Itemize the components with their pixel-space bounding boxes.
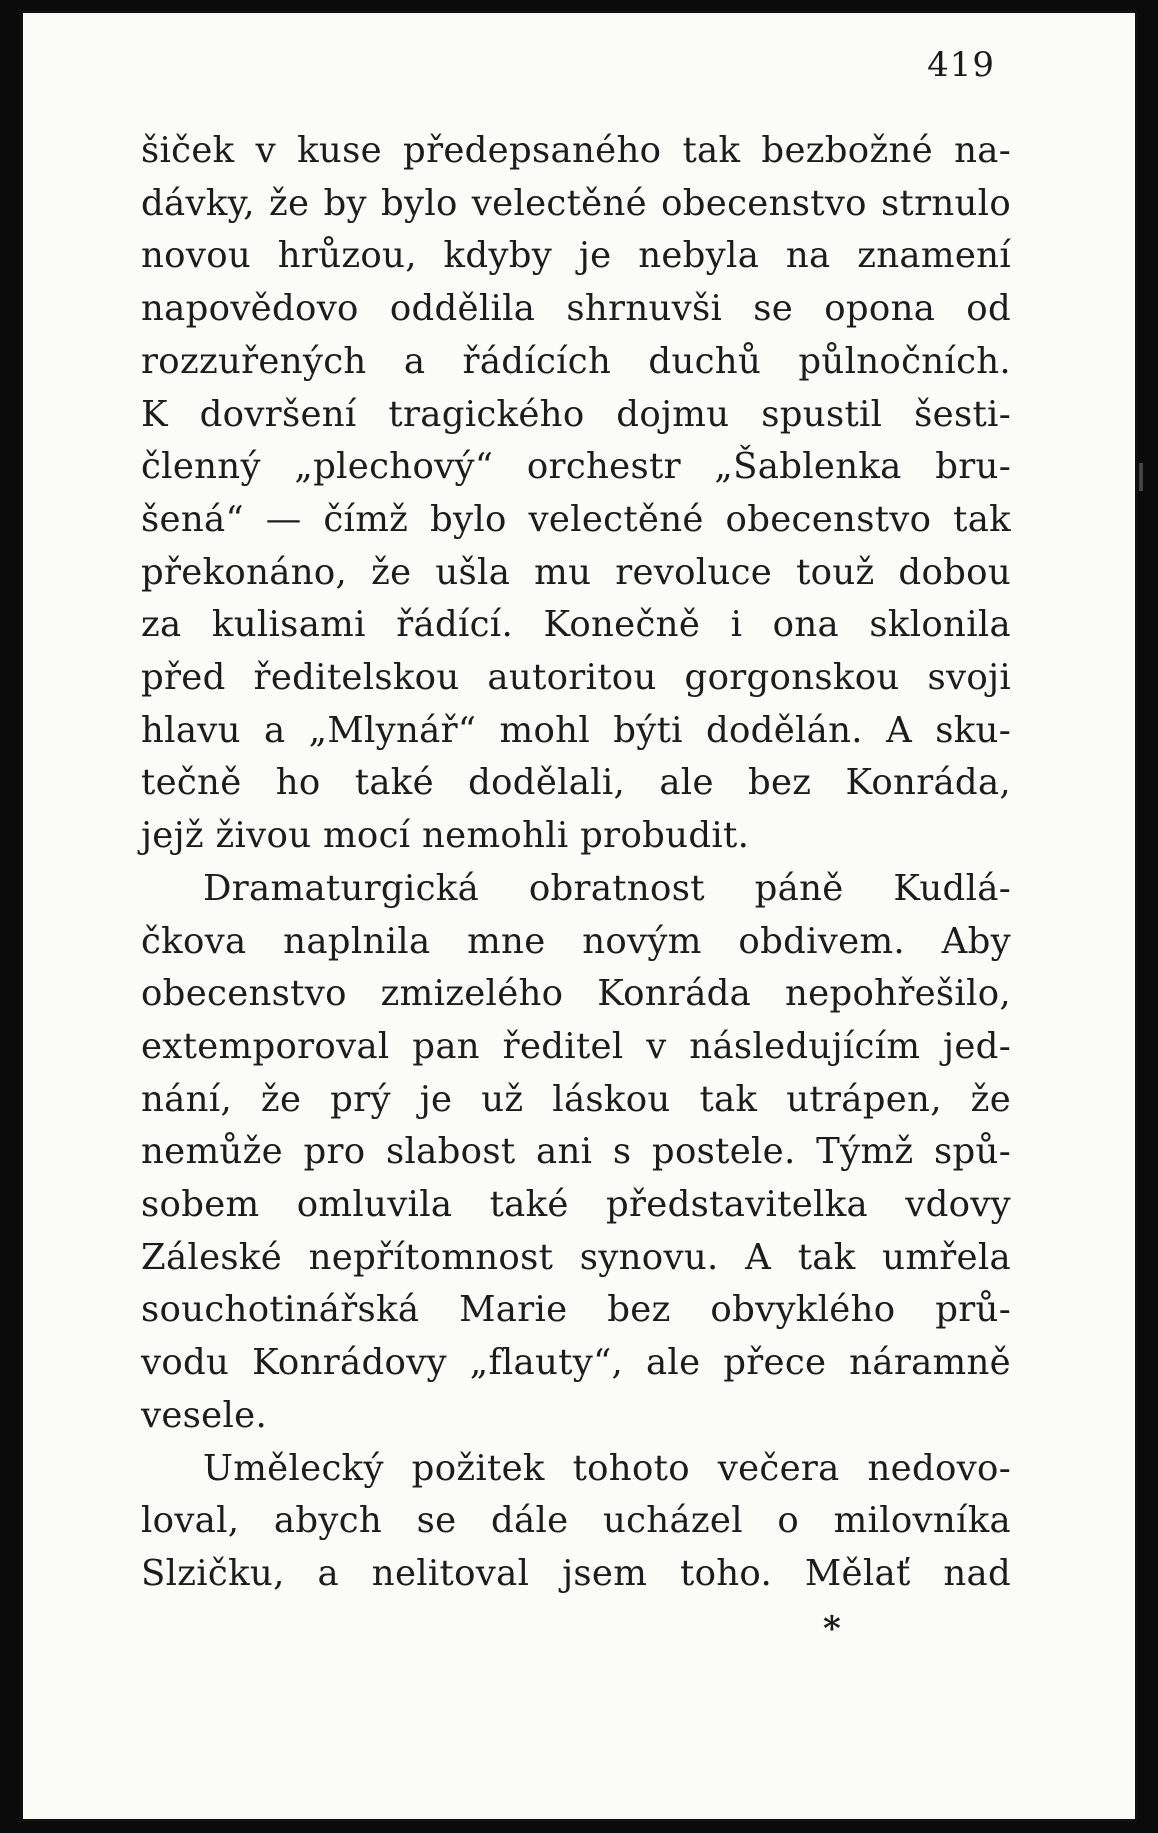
text-line: souchotinářská Marie bez obvyklého prů- xyxy=(141,1289,1011,1331)
paragraph xyxy=(141,1443,1011,1601)
text-line: sobem omluvila také představitelka vdovy xyxy=(141,1184,1011,1226)
body-text xyxy=(141,125,1011,1601)
text-line: rozzuřených a řádících duchů půlnočních. xyxy=(141,340,1011,382)
paragraph xyxy=(141,863,1011,1443)
text-line: vesele. xyxy=(141,1394,268,1436)
text-line: Záleské nepřítomnost synovu. A tak umřela xyxy=(141,1236,1011,1278)
text-line: loval, abych se dále ucházel o milovníka xyxy=(141,1500,1011,1542)
book-page xyxy=(20,10,1138,1822)
text-line: za kulisami řádící. Konečně i ona sklonila xyxy=(141,604,1011,646)
text-line: šiček v kuse předepsaného tak bezbožné na- xyxy=(141,130,1011,171)
text-line: obecenstvo zmizelého Konráda nepohřešilo, xyxy=(141,973,1011,1015)
text-line: tečně ho také dodělali, ale bez Konráda, xyxy=(141,762,1011,804)
text-line: vodu Konrádovy „flauty“, ale přece náramně xyxy=(141,1342,1011,1384)
text-line: Slzičku, a nelitoval jsem toho. Mělať nad xyxy=(141,1552,1011,1594)
text-line: čkova naplnila mne novým obdivem. Aby xyxy=(141,920,1011,962)
text-line: Umělecký požitek tohoto večera nedovo- xyxy=(203,1447,1011,1489)
text-line: Dramaturgická obratnost páně Kudlá- xyxy=(203,867,1011,909)
text-line: překonáno, že ušla mu revoluce touž dobou xyxy=(141,551,1011,593)
text-line: extemporoval pan ředitel v následujícím jed- xyxy=(141,1025,1011,1067)
text-line: napovědovo oddělila shrnuvši se opona od xyxy=(141,288,1011,330)
paragraph xyxy=(141,125,1011,863)
text-line: nemůže pro slabost ani s postele. Týmž spů- xyxy=(141,1131,1011,1173)
text-line: dávky, že by bylo velectěné obecenstvo strnulo xyxy=(141,182,1011,224)
text-line: novou hrůzou, kdyby je nebyla na znamení xyxy=(141,235,1011,277)
text-line: před ředitelskou autoritou gorgonskou svoji xyxy=(141,657,1011,699)
text-line: jejž živou mocí nemohli probudit. xyxy=(141,815,750,857)
text-line: K dovršení tragického dojmu spustil šesti- xyxy=(141,393,1011,435)
text-line: hlavu a „Mlynář“ mohl býti dodělán. A sku- xyxy=(141,709,1011,751)
text-line: šená“ — čímž bylo velectěné obecenstvo tak xyxy=(141,498,1011,540)
page-edge-mark xyxy=(1139,463,1143,491)
signature-mark: * xyxy=(823,1609,841,1649)
text-line: členný „plechový“ orchestr „Šablenka bru- xyxy=(141,446,1011,488)
text-line: nání, že prý je už láskou tak utrápen, že xyxy=(141,1078,1011,1120)
page-number: 419 xyxy=(927,45,995,85)
